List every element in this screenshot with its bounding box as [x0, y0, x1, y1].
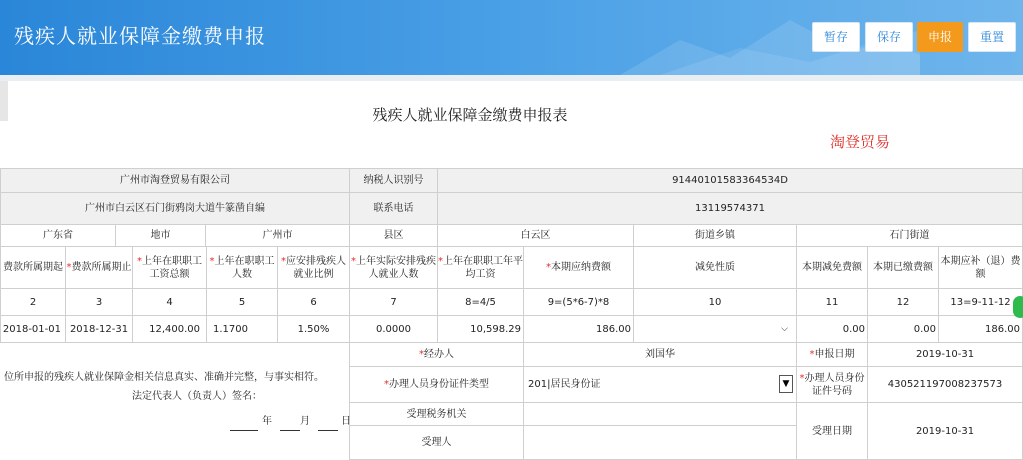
save-button[interactable]: 保存	[865, 22, 913, 52]
column-number: 7	[349, 288, 438, 316]
floating-widget[interactable]	[1013, 296, 1023, 318]
receiver-value	[523, 425, 797, 460]
company-address: 广州市白云区石门街鸦岗大道牛篆凿自编	[0, 192, 350, 225]
street: 石门街道	[796, 224, 1023, 247]
accept-date-label: 受理日期	[796, 402, 868, 460]
wage-total-input[interactable]: 12,400.00	[132, 315, 207, 343]
province: 广东省	[0, 224, 116, 247]
report-date: 2019-10-31	[867, 342, 1023, 367]
column-header: 费款所属期起	[0, 246, 66, 289]
amount-due: 186.00	[523, 315, 634, 343]
taxpayer-id-label: 纳税人识别号	[349, 168, 438, 193]
column-number: 3	[65, 288, 133, 316]
district: 白云区	[437, 224, 634, 247]
column-number: 12	[867, 288, 939, 316]
chevron-down-icon: ⌵	[781, 323, 788, 334]
app-header	[0, 0, 1023, 75]
column-header: *上年在职职工年平 均工资	[437, 246, 524, 289]
month-line	[280, 430, 300, 431]
column-header: *上年在职职工 工资总额	[132, 246, 207, 289]
city-label: 地市	[115, 224, 206, 247]
accept-date: 2019-10-31	[867, 402, 1023, 460]
declaration-text: 位所申报的残疾人就业保障金相关信息真实、准确并完整，与事实相符。	[4, 372, 324, 383]
period-end: 2018-12-31	[65, 315, 133, 343]
column-number: 2	[0, 288, 66, 316]
column-header: * 费款所属期止	[65, 246, 133, 289]
column-header: *上年在职职工 人数	[206, 246, 278, 289]
company-name: 广州市淘登贸易有限公司	[0, 168, 350, 193]
tax-office-label: 受理税务机关	[349, 402, 524, 426]
draft-button[interactable]: 暂存	[812, 22, 860, 52]
agent-name: 刘国华	[523, 342, 797, 367]
company-mark: 淘登贸易	[830, 133, 891, 151]
column-number: 5	[206, 288, 278, 316]
day-label: 日	[341, 416, 351, 427]
column-header: *上年实际安排残疾 人就业人数	[349, 246, 438, 289]
paid-amount-input[interactable]: 0.00	[867, 315, 939, 343]
relief-amount-input[interactable]: 0.00	[796, 315, 868, 343]
column-number: 8=4/5	[437, 288, 524, 316]
actual-disabled-input[interactable]: 0.0000	[349, 315, 438, 343]
street-label: 街道乡镇	[633, 224, 797, 247]
report-date-label: * 申报日期	[796, 342, 868, 367]
submit-button[interactable]: 申报	[917, 22, 963, 52]
period-start: 2018-01-01	[0, 315, 66, 343]
chevron-down-icon[interactable]: ▼	[779, 375, 793, 393]
column-header: 本期已缴费额	[867, 246, 939, 289]
column-number: 4	[132, 288, 207, 316]
form-title: 残疾人就业保障金缴费申报表	[372, 106, 568, 124]
average-wage: 10,598.29	[437, 315, 524, 343]
relief-type-select[interactable]	[633, 315, 797, 343]
phone-number: 13119574371	[437, 192, 1023, 225]
day-line	[318, 430, 338, 431]
column-number: 9=(5*6-7)*8	[523, 288, 634, 316]
column-header: 本期应补（退）费 额	[938, 246, 1023, 289]
reset-button[interactable]: 重置	[968, 22, 1016, 52]
id-number: 430521197008237573	[867, 366, 1023, 403]
taxpayer-id: 91440101583364534D	[437, 168, 1023, 193]
month-label: 月	[300, 416, 310, 427]
declaration-form	[0, 168, 1023, 460]
staff-count-input[interactable]: 1.1700	[206, 315, 278, 343]
column-number: 10	[633, 288, 797, 316]
column-header: * 本期应纳费额	[523, 246, 634, 289]
signature-label: 法定代表人（负责人）签名：	[132, 391, 262, 402]
column-number: 13=9-11-12	[938, 288, 1023, 316]
column-number: 11	[796, 288, 868, 316]
page-title: 残疾人就业保障金缴费申报	[14, 24, 266, 48]
tax-office-value	[523, 402, 797, 426]
id-type-label: * 办理人员身份证件类型	[349, 366, 524, 403]
id-type-select[interactable]: 201|居民身份证	[523, 366, 797, 403]
year-label: 年	[262, 416, 272, 427]
toolbar-divider	[0, 75, 1023, 81]
balance-amount: 186.00	[938, 315, 1023, 343]
column-header: *应安排残疾人 就业比例	[277, 246, 350, 289]
phone-label: 联系电话	[349, 192, 438, 225]
column-number: 6	[277, 288, 350, 316]
receiver-label: 受理人	[349, 425, 524, 460]
column-header: 减免性质	[633, 246, 797, 289]
column-header: 本期减免费额	[796, 246, 868, 289]
agent-label: * 经办人	[349, 342, 524, 367]
year-line	[230, 430, 258, 431]
employment-ratio: 1.50%	[277, 315, 350, 343]
district-label: 县区	[349, 224, 438, 247]
city: 广州市	[205, 224, 350, 247]
id-number-label: *办理人员身份 证件号码	[796, 366, 868, 403]
